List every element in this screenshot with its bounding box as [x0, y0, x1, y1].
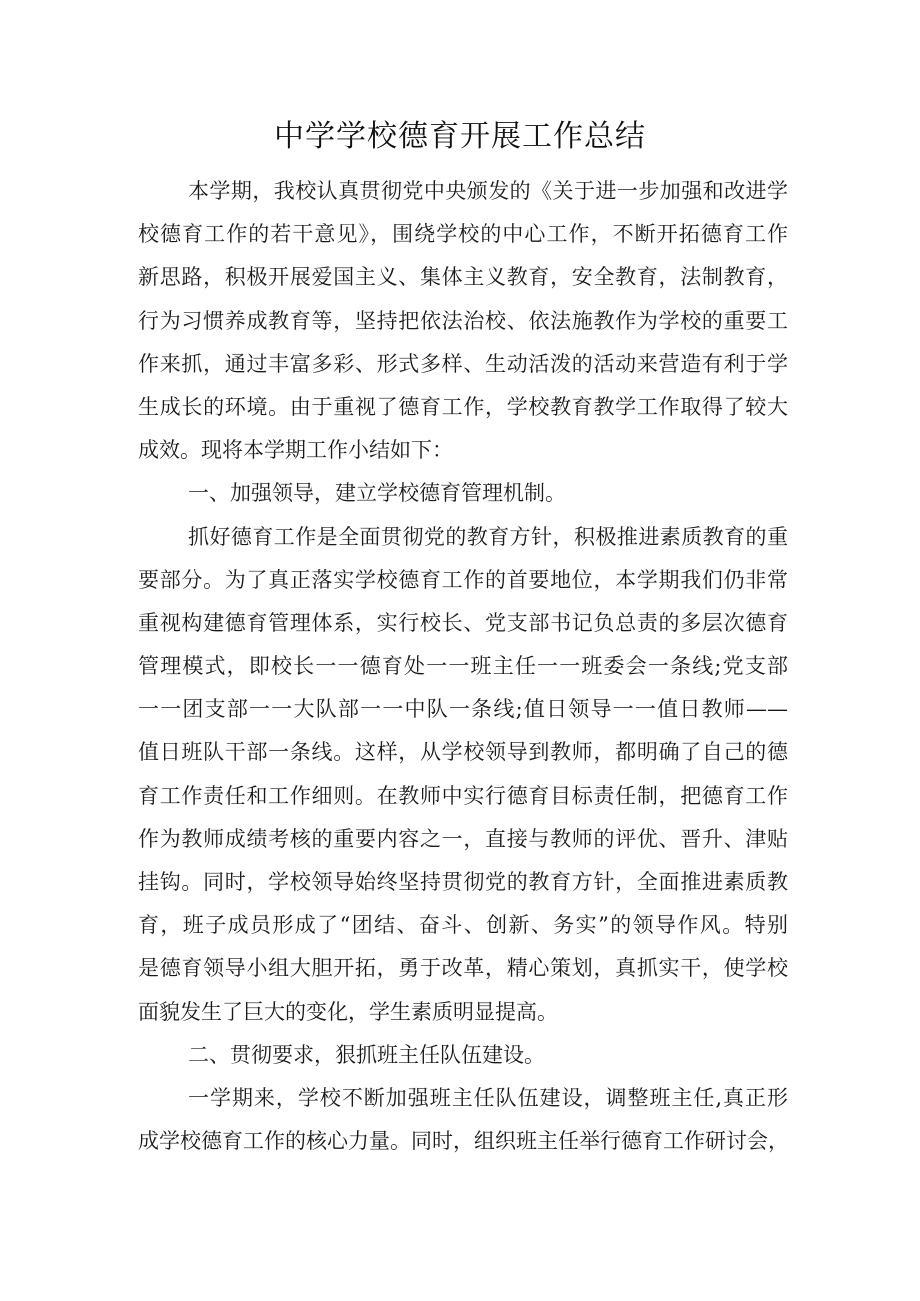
document-body — [138, 170, 788, 1163]
text-line: 本学期，我校认真贯彻党中央颁发的《关于进一步加强和改进学 — [188, 179, 788, 203]
text-line: 要部分。为了真正落实学校德育工作的首要地位，本学期我们仍非常 — [138, 567, 788, 592]
text-line: 生成长的环境。由于重视了德育工作，学校教育教学工作取得了较大 — [138, 394, 788, 419]
text-line: 抓好德育工作是全面贯彻党的教育方针，积极推进素质教育的重 — [188, 524, 788, 549]
text-line: 管理模式，即校长一一德育处一一班主任一一班委会一条线;党支部 — [138, 654, 788, 679]
text-line: 育工作责任和工作细则。在教师中实行德育目标责任制，把德育工作 — [138, 783, 788, 808]
text-line: 行为习惯养成教育等，坚持把依法治校、依法施教作为学校的重要工 — [138, 308, 788, 333]
text-line: 作来抓，通过丰富多彩、形式多样、生动活泼的活动来营造有利于学 — [138, 351, 788, 376]
text-line: 成学校德育工作的核心力量。同时，组织班主任举行德育工作研讨会， — [138, 1129, 789, 1154]
text-line: 作为教师成绩考核的重要内容之一，直接与教师的评优、晋升、津贴 — [138, 826, 788, 851]
text-line: 面貌发生了巨大的变化，学生素质明显提高。 — [138, 999, 558, 1024]
text-line: 一、加强领导，建立学校德育管理机制。 — [188, 481, 566, 506]
text-line: 育，班子成员形成了“团结、奋斗、创新、务实”的领导作风。特别 — [138, 913, 788, 938]
text-line: 挂钩。同时，学校领导始终坚持贯彻党的教育方针，全面推进素质教 — [138, 870, 788, 894]
page-title: 中学学校德育开展工作总结 — [274, 119, 646, 154]
text-line: 值日班队干部一条线。这样，从学校领导到教师，都明确了自己的德 — [138, 740, 788, 765]
text-line: 校德育工作的若干意见》，围绕学校的中心工作，不断开拓德育工作 — [138, 222, 788, 247]
text-line: 新思路，积极开展爱国主义、集体主义教育，安全教育，法制教育， — [138, 265, 788, 290]
text-line: 二、贯彻要求，狠抓班主任队伍建设。 — [188, 1042, 545, 1067]
text-line: 是德育领导小组大胆开拓，勇于改革，精心策划，真抓实干，使学校 — [138, 956, 788, 981]
text-line: 一一团支部一一大队部一一中队一条线;值日领导一一值日教师—— — [138, 697, 788, 722]
text-line: 成效。现将本学期工作小结如下： — [138, 438, 453, 463]
text-line: 重视构建德育管理体系，实行校长、党支部书记负总责的多层次德育 — [138, 610, 788, 635]
text-line: 一学期来，学校不断加强班主任队伍建设，调整班主任,真正形 — [188, 1085, 788, 1110]
